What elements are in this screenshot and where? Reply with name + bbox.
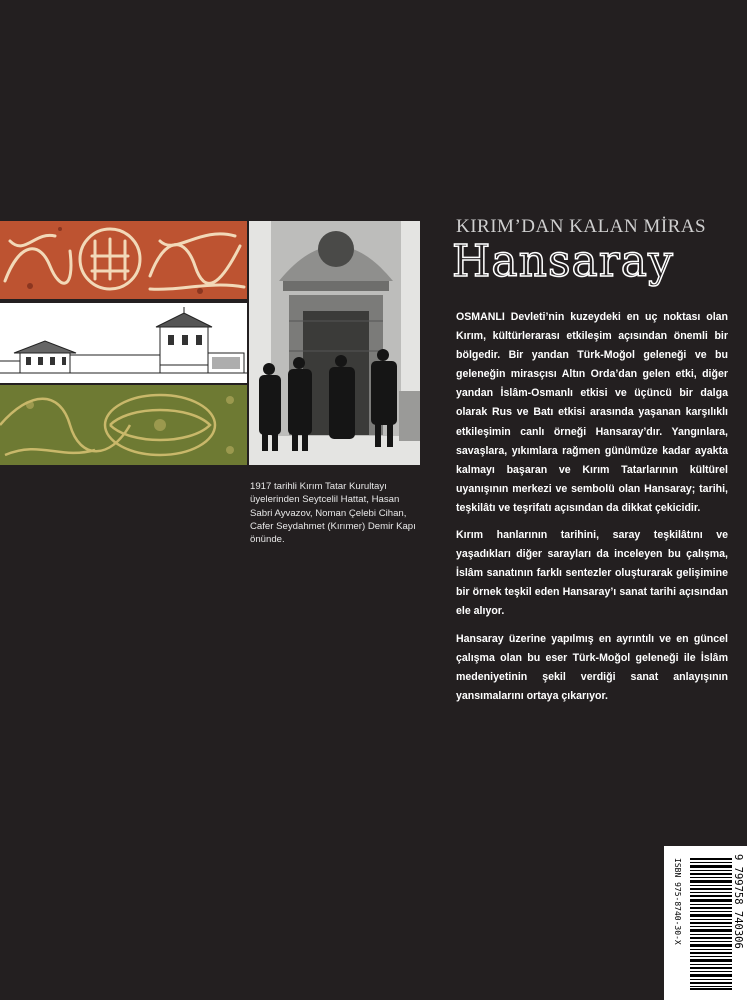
ornament-green-panel xyxy=(0,385,247,465)
blurb-text xyxy=(456,308,728,714)
historical-photograph xyxy=(249,221,420,465)
barcode-number: 9 799758 740306 xyxy=(732,854,744,949)
photo-caption: 1917 tarihli Kırım Tatar Kurultayı üyelerinden Seytcelil Hattat, Hasan Sabri Ayvazov, Noman Çelebi Cihan, Cafer Seydahmet (Kırımer) Demir Kapı önünde. xyxy=(250,481,416,546)
book-title: Hansaray xyxy=(452,236,674,287)
blurb-paragraph-3: Hansaray üzerine yapılmış en ayrıntılı ve en güncel çalışma olan bu eser Türk-Moğol geleneği ile İslâm medeniyetinin şekil verdiği sanat anlayışının yansımalarını ortaya çıkarıyor. xyxy=(456,632,728,702)
blurb-paragraph-2: Kırım hanlarının tarihini, saray teşkilâtını ve yaşadıkları diğer sarayları da inceleyen bu çalışma, İslâm sanatının farklı sentezler oluşturarak gelişimine bir örnek teşkil eden Hansaray’ı sanat tarihi açısından ele alıyor. xyxy=(456,529,728,618)
blurb-paragraph-1: OSMANLI Devleti’nin kuzeydeki en uç noktası olan Kırım, kültürlerarası etkileşim açısından önemli bir bölgedir. Bir yandan Türk-Moğol geleneği ve bu geleneğin mirasçısı Altın Orda’dan gelen etki, diğer yandan İslâm-Osmanlı etkisi ve üçüncü bir dalga olarak Rus ve Batı etkisi arasında yaşanan karşılıklı etkileşimin canlı örneği Hansaray’dır. Yangınlara, savaşlara, yıkımlara rağmen günümüze kadar ayakta kalmayı başaran ve Kırım Tatarlarının kültürel uyanışının merkezi ve sembolü olan Hansaray; tarihi, teşkilâtı ve teşrifatı açısından da dikkat çekicidir. xyxy=(456,311,728,514)
palace-drawing xyxy=(0,303,247,383)
ornament-red-panel xyxy=(0,221,247,299)
barcode-area xyxy=(664,846,747,1000)
book-subtitle: KIRIM’DAN KALAN MİRAS xyxy=(456,216,707,237)
barcode-bars xyxy=(690,858,732,990)
isbn-label: ISBN 975-8740-30-X xyxy=(673,858,682,945)
